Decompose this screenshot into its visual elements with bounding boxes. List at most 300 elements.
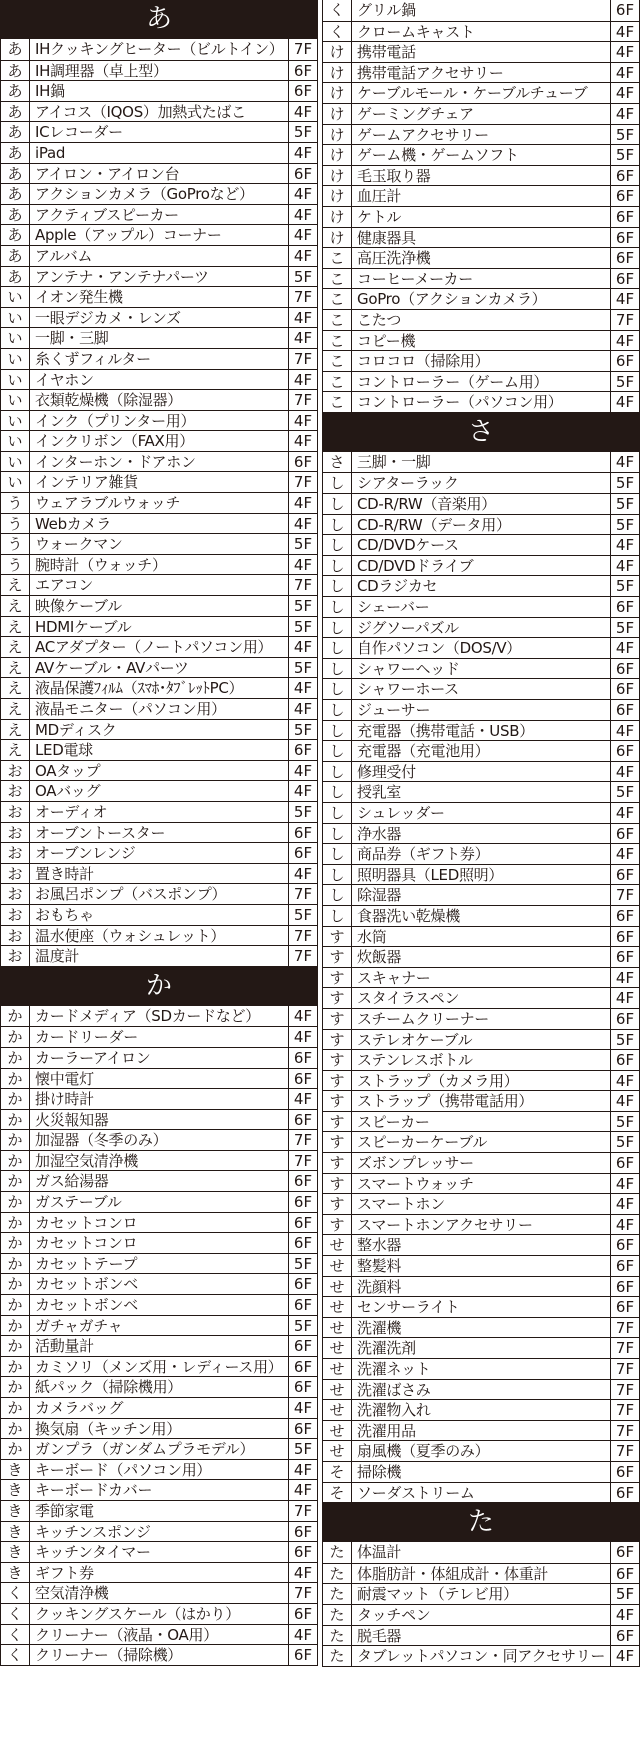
kana-cell: け bbox=[323, 104, 352, 124]
product-name: スキャナー bbox=[357, 968, 431, 987]
kana-cell: か bbox=[1, 1027, 30, 1047]
product-name: ソーダストリーム bbox=[357, 1483, 475, 1502]
table-row bbox=[323, 1625, 639, 1646]
product-name: 毛玉取り器 bbox=[357, 166, 431, 185]
floor-cell: 4F bbox=[288, 1006, 317, 1027]
product-name: アクションカメラ（GoProなど） bbox=[35, 185, 254, 204]
kana-cell: け bbox=[323, 63, 352, 83]
floor-cell: 6F bbox=[610, 351, 639, 371]
kana-cell: こ bbox=[323, 248, 352, 268]
kana-cell: せ bbox=[323, 1277, 352, 1297]
table-row bbox=[323, 864, 639, 885]
product-name: シェーバー bbox=[357, 598, 430, 617]
table-row bbox=[323, 1583, 639, 1604]
product-name: カセットボンベ bbox=[35, 1296, 138, 1315]
floor-cell: 6F bbox=[610, 207, 639, 227]
kana-cell: か bbox=[1, 1048, 30, 1068]
floor-cell: 5F bbox=[288, 1316, 317, 1336]
kana-cell: し bbox=[323, 885, 352, 905]
table-row bbox=[323, 1399, 639, 1420]
kana-cell: そ bbox=[323, 1483, 352, 1503]
kana-cell: お bbox=[1, 781, 30, 801]
floor-cell: 6F bbox=[610, 0, 639, 21]
table-row bbox=[323, 967, 639, 988]
product-name: カードメディア（SDカードなど） bbox=[35, 1006, 260, 1025]
product-name: 液晶モニター（パソコン用） bbox=[35, 700, 226, 718]
kana-cell: し bbox=[323, 865, 352, 885]
table-row bbox=[1, 1479, 317, 1500]
table-row bbox=[1, 1418, 317, 1439]
floor-cell: 4F bbox=[610, 22, 639, 42]
floor-cell: 6F bbox=[610, 679, 639, 699]
table-row bbox=[323, 781, 639, 802]
floor-cell: 7F bbox=[288, 1501, 317, 1521]
product-name: 浄水器 bbox=[357, 824, 402, 843]
product-name: 自作パソコン（DOS/V） bbox=[357, 639, 521, 658]
table-row bbox=[1, 307, 317, 328]
product-name: 炊飯器 bbox=[357, 948, 402, 967]
floor-cell: 4F bbox=[288, 411, 317, 431]
table-row bbox=[1, 389, 317, 410]
floor-cell: 7F bbox=[610, 885, 639, 905]
kana-cell: あ bbox=[1, 164, 30, 184]
table-row bbox=[323, 124, 639, 145]
table-row bbox=[323, 1152, 639, 1173]
product-name: 火災報知器 bbox=[35, 1110, 109, 1129]
kana-cell: い bbox=[1, 431, 30, 451]
table-row bbox=[1, 513, 317, 534]
table-row bbox=[1, 842, 317, 863]
floor-cell: 4F bbox=[288, 1089, 317, 1109]
product-name: アンテナ・アンテナパーツ bbox=[35, 267, 209, 286]
product-name: コーヒーメーカー bbox=[357, 269, 473, 288]
floor-cell: 6F bbox=[288, 1377, 317, 1397]
kana-cell: い bbox=[1, 452, 30, 472]
floor-cell: 4F bbox=[288, 781, 317, 801]
table-row bbox=[323, 534, 639, 555]
product-name: 洗濯洗剤 bbox=[357, 1339, 416, 1358]
product-name: カセットコンロ bbox=[35, 1234, 138, 1253]
kana-cell: お bbox=[1, 946, 30, 966]
kana-cell: す bbox=[323, 927, 352, 947]
kana-cell: か bbox=[1, 1336, 30, 1356]
kana-cell: し bbox=[323, 618, 352, 638]
table-row bbox=[1, 945, 317, 966]
kana-cell: こ bbox=[323, 269, 352, 289]
table-row bbox=[1, 1438, 317, 1459]
table-row bbox=[323, 946, 639, 967]
floor-cell: 6F bbox=[610, 1050, 639, 1070]
product-name: IH鍋 bbox=[35, 82, 65, 101]
kana-cell: た bbox=[323, 1626, 352, 1646]
product-name: ストラップ（携帯電話用） bbox=[357, 1092, 534, 1111]
table-row bbox=[1, 410, 317, 431]
table-row bbox=[1, 574, 317, 595]
table-row bbox=[323, 514, 639, 535]
floor-cell: 5F bbox=[288, 617, 317, 637]
product-name: 一眼デジカメ・レンズ bbox=[35, 308, 181, 327]
table-row bbox=[1, 183, 317, 204]
floor-cell: 4F bbox=[288, 1625, 317, 1645]
product-name: スタイラスペン bbox=[357, 989, 460, 1008]
kana-cell: か bbox=[1, 1069, 30, 1089]
floor-cell: 4F bbox=[610, 1194, 639, 1214]
kana-cell: し bbox=[323, 700, 352, 720]
product-name: オーディオ bbox=[35, 802, 108, 821]
product-name: 懐中電灯 bbox=[35, 1069, 94, 1088]
table-row bbox=[1, 204, 317, 225]
product-name: タッチペン bbox=[357, 1605, 431, 1624]
table-row bbox=[323, 103, 639, 124]
floor-cell: 4F bbox=[610, 83, 639, 103]
product-name: キーボードカバー bbox=[35, 1481, 153, 1500]
kana-cell: た bbox=[323, 1584, 352, 1604]
table-row bbox=[323, 1604, 639, 1625]
table-row bbox=[323, 802, 639, 823]
kana-cell: お bbox=[1, 864, 30, 884]
table-row bbox=[1, 1335, 317, 1356]
kana-cell: き bbox=[1, 1542, 30, 1562]
floor-cell: 7F bbox=[288, 1151, 317, 1171]
table-row bbox=[323, 1296, 639, 1317]
floor-cell: 4F bbox=[610, 762, 639, 782]
floor-cell: 4F bbox=[288, 514, 317, 534]
floor-cell: 7F bbox=[288, 349, 317, 369]
product-name: オーブントースター bbox=[35, 823, 166, 842]
product-name: シュレッダー bbox=[357, 803, 445, 822]
product-name: 活動量計 bbox=[35, 1337, 94, 1356]
kana-cell: せ bbox=[323, 1338, 352, 1358]
product-name: 照明器具（LED照明） bbox=[357, 865, 504, 884]
floor-cell: 4F bbox=[610, 104, 639, 124]
product-name: 水筒 bbox=[357, 927, 387, 946]
kana-cell: せ bbox=[323, 1441, 352, 1461]
product-name: クッキングスケール（はかり） bbox=[35, 1604, 240, 1623]
directory-table bbox=[322, 452, 640, 1503]
kana-cell: お bbox=[1, 884, 30, 904]
kana-cell: か bbox=[1, 1274, 30, 1294]
table-row bbox=[1, 1232, 317, 1253]
product-name: 映像ケーブル bbox=[35, 597, 122, 616]
floor-cell: 7F bbox=[610, 1380, 639, 1400]
floor-cell: 4F bbox=[610, 42, 639, 62]
product-name: インク（プリンター用） bbox=[35, 411, 196, 430]
table-row bbox=[323, 309, 639, 330]
floor-cell: 4F bbox=[610, 1071, 639, 1091]
product-name: スピーカー bbox=[357, 1112, 430, 1131]
table-row bbox=[323, 350, 639, 371]
table-row bbox=[1, 1356, 317, 1377]
floor-cell: 6F bbox=[288, 1336, 317, 1356]
table-row bbox=[323, 575, 639, 596]
product-name: スマートホン bbox=[357, 1195, 445, 1214]
product-name: ステンレスボトル bbox=[357, 1051, 473, 1070]
floor-cell: 4F bbox=[610, 988, 639, 1008]
kana-cell: す bbox=[323, 968, 352, 988]
floor-cell: 4F bbox=[610, 331, 639, 351]
product-name: OAタップ bbox=[35, 761, 101, 780]
product-name: イオン発生機 bbox=[35, 288, 123, 307]
kana-cell: す bbox=[323, 1112, 352, 1132]
product-name: 換気扇（キッチン用） bbox=[35, 1419, 181, 1438]
product-name: 体脂肪計・体組成計・体重計 bbox=[357, 1564, 549, 1583]
product-name: 洗顔料 bbox=[357, 1277, 402, 1296]
floor-cell: 5F bbox=[610, 145, 639, 165]
directory-column-left bbox=[0, 0, 318, 1762]
floor-cell: 6F bbox=[288, 452, 317, 472]
kana-cell: せ bbox=[323, 1235, 352, 1255]
floor-cell: 4F bbox=[610, 1215, 639, 1235]
table-row bbox=[323, 1070, 639, 1091]
table-row bbox=[1, 369, 317, 390]
floor-cell: 6F bbox=[610, 927, 639, 947]
kana-cell: す bbox=[323, 1091, 352, 1111]
table-row bbox=[1, 1582, 317, 1603]
table-row bbox=[1, 80, 317, 101]
table-row bbox=[1, 1068, 317, 1089]
product-name: アクティブスピーカー bbox=[35, 205, 179, 224]
product-name: 液晶保護ﾌｨﾙﾑ（ｽﾏﾎ･ﾀﾌﾞﾚｯﾄPC） bbox=[35, 679, 244, 698]
kana-cell: か bbox=[1, 1357, 30, 1377]
floor-cell: 4F bbox=[610, 63, 639, 83]
product-name: 整水器 bbox=[357, 1236, 402, 1255]
product-name: 洗濯機 bbox=[357, 1318, 402, 1337]
kana-cell: く bbox=[1, 1583, 30, 1603]
floor-cell: 6F bbox=[610, 1009, 639, 1029]
table-row bbox=[1, 1212, 317, 1233]
product-name: アイコス（IQOS）加熱式たばこ bbox=[35, 102, 246, 121]
table-row bbox=[323, 1317, 639, 1338]
kana-cell: い bbox=[1, 390, 30, 410]
kana-cell: し bbox=[323, 762, 352, 782]
floor-cell: 5F bbox=[288, 1254, 317, 1274]
kana-cell: い bbox=[1, 287, 30, 307]
floor-cell: 5F bbox=[610, 782, 639, 802]
table-row bbox=[1, 245, 317, 266]
product-name: キッチンタイマー bbox=[35, 1543, 151, 1562]
table-row bbox=[323, 62, 639, 83]
floor-cell: 6F bbox=[610, 1462, 639, 1482]
product-name: インテリア雑貨 bbox=[35, 473, 138, 492]
product-name: 食器洗い乾燥機 bbox=[357, 906, 460, 925]
floor-cell: 7F bbox=[288, 1583, 317, 1603]
table-row bbox=[1, 101, 317, 122]
floor-cell: 4F bbox=[610, 844, 639, 864]
floor-cell: 6F bbox=[610, 186, 639, 206]
floor-cell: 6F bbox=[288, 1171, 317, 1191]
product-name: IHクッキングヒーター（ビルトイン） bbox=[35, 40, 284, 58]
kana-cell: す bbox=[323, 947, 352, 967]
table-row bbox=[323, 637, 639, 658]
table-row bbox=[1, 904, 317, 925]
product-name: IH調理器（卓上型） bbox=[35, 61, 168, 80]
floor-cell: 4F bbox=[610, 1091, 639, 1111]
kana-cell: こ bbox=[323, 310, 352, 330]
kana-cell: え bbox=[1, 637, 30, 657]
kana-cell: お bbox=[1, 926, 30, 946]
product-name: コントローラー（パソコン用） bbox=[357, 393, 563, 412]
table-row bbox=[323, 678, 639, 699]
kana-cell: か bbox=[1, 1419, 30, 1439]
table-row bbox=[1, 1006, 317, 1027]
kana-cell: し bbox=[323, 906, 352, 926]
product-name: 脱毛器 bbox=[357, 1626, 402, 1645]
floor-cell: 5F bbox=[610, 494, 639, 514]
table-row bbox=[323, 82, 639, 103]
kana-cell: せ bbox=[323, 1297, 352, 1317]
product-name: 加湿空気清浄機 bbox=[35, 1151, 138, 1170]
kana-cell: き bbox=[1, 1480, 30, 1500]
table-row bbox=[1, 739, 317, 760]
table-row bbox=[1, 1129, 317, 1150]
product-name: 一脚・三脚 bbox=[35, 329, 109, 348]
table-row bbox=[1, 1150, 317, 1171]
table-row bbox=[323, 823, 639, 844]
floor-cell: 4F bbox=[610, 1605, 639, 1625]
table-row bbox=[1, 883, 317, 904]
table-row bbox=[1, 1191, 317, 1212]
floor-cell: 6F bbox=[288, 843, 317, 863]
product-name: アイロン・アイロン台 bbox=[35, 164, 180, 183]
product-name: こたつ bbox=[357, 310, 402, 329]
floor-cell: 6F bbox=[288, 1604, 317, 1624]
product-name: 洗濯用品 bbox=[357, 1421, 416, 1440]
floor-cell: 6F bbox=[288, 1233, 317, 1253]
table-row bbox=[323, 1420, 639, 1441]
product-name: CD/DVDケース bbox=[357, 536, 459, 555]
table-row bbox=[323, 1542, 639, 1563]
product-name: 整髪料 bbox=[357, 1257, 402, 1276]
kana-cell: お bbox=[1, 905, 30, 925]
table-row bbox=[1, 1397, 317, 1418]
floor-cell: 4F bbox=[288, 328, 317, 348]
kana-cell: け bbox=[323, 125, 352, 145]
kana-cell: か bbox=[1, 1213, 30, 1233]
kana-cell: し bbox=[323, 576, 352, 596]
kana-cell: け bbox=[323, 186, 352, 206]
product-name: 温水便座（ウォシュレット） bbox=[35, 926, 226, 945]
table-row bbox=[323, 761, 639, 782]
table-row bbox=[1, 1376, 317, 1397]
kana-cell: こ bbox=[323, 392, 352, 412]
kana-cell: す bbox=[323, 1050, 352, 1070]
kana-cell: す bbox=[323, 1194, 352, 1214]
kana-cell: せ bbox=[323, 1421, 352, 1441]
floor-cell: 4F bbox=[288, 370, 317, 390]
product-name: CD-R/RW（音楽用） bbox=[357, 495, 496, 514]
section-header: た bbox=[322, 1503, 640, 1542]
floor-cell: 4F bbox=[288, 143, 317, 163]
floor-cell: 7F bbox=[610, 1421, 639, 1441]
floor-cell: 5F bbox=[610, 372, 639, 392]
floor-cell: 6F bbox=[610, 1626, 639, 1646]
product-name: イヤホン bbox=[35, 370, 94, 389]
floor-cell: 5F bbox=[288, 905, 317, 925]
floor-cell: 6F bbox=[610, 248, 639, 268]
floor-cell: 6F bbox=[288, 1419, 317, 1439]
table-row bbox=[1, 1541, 317, 1562]
floor-cell: 4F bbox=[288, 184, 317, 204]
product-name: ICレコーダー bbox=[35, 123, 123, 142]
kana-cell: け bbox=[323, 228, 352, 248]
floor-cell: 6F bbox=[288, 823, 317, 843]
table-row bbox=[323, 268, 639, 289]
kana-cell: す bbox=[323, 1174, 352, 1194]
product-name: 掛け時計 bbox=[35, 1090, 94, 1109]
table-row bbox=[323, 658, 639, 679]
directory-table bbox=[322, 0, 640, 413]
table-row bbox=[323, 288, 639, 309]
kana-cell: こ bbox=[323, 289, 352, 309]
table-row bbox=[323, 330, 639, 351]
kana-cell: し bbox=[323, 638, 352, 658]
kana-cell: く bbox=[323, 22, 352, 42]
product-name: CDラジカセ bbox=[357, 577, 438, 596]
directory-table bbox=[0, 39, 318, 967]
floor-cell: 7F bbox=[288, 390, 317, 410]
table-row bbox=[323, 493, 639, 514]
table-row bbox=[323, 371, 639, 392]
floor-cell: 5F bbox=[288, 1439, 317, 1459]
floor-cell: 6F bbox=[288, 1542, 317, 1562]
floor-cell: 5F bbox=[610, 515, 639, 535]
kana-cell: う bbox=[1, 555, 30, 575]
kana-cell: い bbox=[1, 472, 30, 492]
floor-cell: 7F bbox=[288, 575, 317, 595]
floor-cell: 4F bbox=[288, 1398, 317, 1418]
table-row bbox=[1, 1026, 317, 1047]
table-row bbox=[323, 1234, 639, 1255]
floor-cell: 4F bbox=[288, 431, 317, 451]
floor-cell: 4F bbox=[288, 308, 317, 328]
floor-cell: 6F bbox=[288, 1213, 317, 1233]
kana-cell: か bbox=[1, 1006, 30, 1027]
floor-cell: 5F bbox=[610, 473, 639, 493]
floor-cell: 4F bbox=[288, 761, 317, 781]
product-name: カメラバッグ bbox=[35, 1399, 124, 1417]
kana-cell: か bbox=[1, 1130, 30, 1150]
kana-cell: あ bbox=[1, 61, 30, 81]
product-name: ゲーム機・ゲームソフト bbox=[357, 146, 519, 165]
product-name: ゲームアクセサリー bbox=[357, 125, 489, 144]
product-name: 商品券（ギフト券） bbox=[357, 845, 490, 864]
product-name: 洗濯ネット bbox=[357, 1360, 431, 1378]
table-row bbox=[323, 596, 639, 617]
kana-cell: か bbox=[1, 1377, 30, 1397]
section-header: あ bbox=[0, 0, 318, 39]
kana-cell: か bbox=[1, 1295, 30, 1315]
table-row bbox=[323, 227, 639, 248]
table-row bbox=[323, 884, 639, 905]
floor-cell: 7F bbox=[288, 946, 317, 966]
product-name: LED電球 bbox=[35, 741, 93, 760]
floor-cell: 6F bbox=[610, 947, 639, 967]
kana-cell: こ bbox=[323, 331, 352, 351]
floor-cell: 5F bbox=[610, 618, 639, 638]
kana-cell: し bbox=[323, 679, 352, 699]
kana-cell: す bbox=[323, 1215, 352, 1235]
table-row bbox=[1, 348, 317, 369]
kana-cell: せ bbox=[323, 1400, 352, 1420]
product-name: カセットボンベ bbox=[35, 1275, 138, 1294]
table-row bbox=[323, 740, 639, 761]
table-row bbox=[323, 21, 639, 42]
floor-cell: 5F bbox=[610, 1030, 639, 1050]
table-row bbox=[323, 1090, 639, 1111]
product-name: インターホン・ドアホン bbox=[35, 452, 196, 471]
product-name: 除湿器 bbox=[357, 886, 402, 905]
table-row bbox=[323, 1193, 639, 1214]
